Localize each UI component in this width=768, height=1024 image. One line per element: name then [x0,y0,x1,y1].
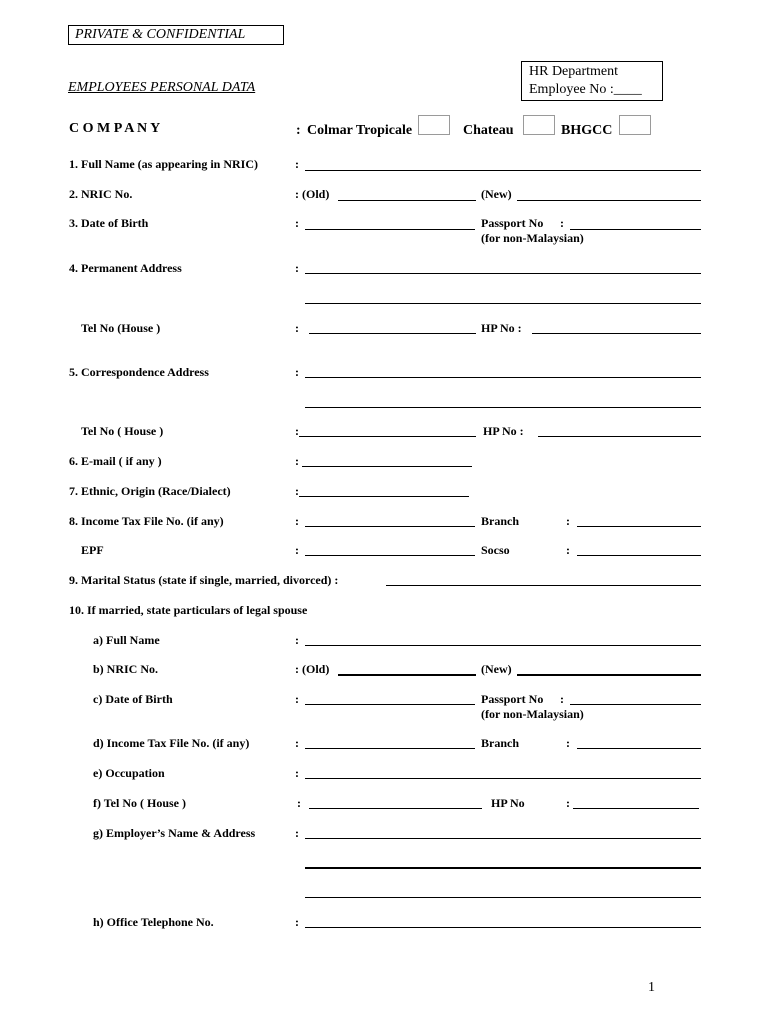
dob-label: 3. Date of Birth [69,216,149,230]
spouse-office-tel-label: h) Office Telephone No. [93,915,214,929]
marital-status-field[interactable] [386,585,701,586]
correspondence-address-label: 5. Correspondence Address [69,365,209,379]
spouse-nric-new-field[interactable] [517,674,701,676]
socso-colon: : [566,543,570,557]
ethnic-colon: : [295,484,299,498]
spouse-dob-colon: : [295,692,299,706]
employee-no-label: Employee No :____ [529,82,642,97]
spouse-branch-label: Branch [481,736,520,750]
spouse-employer-line-1[interactable] [305,838,701,839]
nric-label: 2. NRIC No. [69,187,133,201]
spouse-tel-house-label: f) Tel No ( House ) [93,796,186,810]
spouse-income-tax-label: d) Income Tax File No. (if any) [93,736,250,750]
hr-department-label: HR Department [529,64,619,79]
spouse-employer-colon: : [295,826,299,840]
nric-old-label: : (Old) [295,187,330,201]
page-number: 1 [648,980,655,995]
branch-field[interactable] [577,526,701,527]
spouse-hp-colon: : [566,796,570,810]
branch-colon: : [566,514,570,528]
colmar-checkbox[interactable] [418,115,450,135]
tel-house-colon: : [295,321,299,335]
company-option-bhgcc: BHGCC [561,123,613,138]
hp-no-2-label: HP No : [483,424,524,438]
hp-no-2-field[interactable] [538,436,701,437]
passport-colon: : [560,216,564,230]
tel-house-field[interactable] [309,333,476,334]
email-field[interactable] [302,466,472,467]
spouse-dob-label: c) Date of Birth [93,692,173,706]
company-colon: : [296,123,301,138]
spouse-nric-label: b) NRIC No. [93,662,159,676]
spouse-nric-new-label: (New) [481,662,512,676]
permanent-address-line-2[interactable] [305,303,701,304]
epf-label: EPF [81,543,104,557]
spouse-occupation-colon: : [295,766,299,780]
full-name-label: 1. Full Name (as appearing in NRIC) [69,157,259,171]
permanent-address-line-1[interactable] [305,273,701,274]
spouse-tel-house-field[interactable] [309,808,482,809]
epf-colon: : [295,543,299,557]
spouse-branch-field[interactable] [577,748,701,749]
tel-house-2-colon: : [295,424,299,438]
permanent-address-label: 4. Permanent Address [69,261,182,275]
company-option-chateau: Chateau [463,123,514,138]
spouse-income-tax-field[interactable] [305,748,475,749]
correspondence-address-colon: : [295,365,299,379]
nric-old-field[interactable] [338,200,476,201]
spouse-dob-field[interactable] [305,704,475,705]
spouse-employer-label: g) Employer’s Name & Address [93,826,256,840]
spouse-passport-label: Passport No [481,692,544,706]
spouse-income-tax-colon: : [295,736,299,750]
tel-house-2-field[interactable] [299,436,476,437]
full-name-colon: : [295,157,299,171]
spouse-tel-house-colon: : [297,796,301,810]
spouse-employer-line-3[interactable] [305,897,701,898]
socso-label: Socso [481,543,510,557]
spouse-office-tel-field[interactable] [305,927,701,928]
spouse-hp-label: HP No [491,796,525,810]
dob-colon: : [295,216,299,230]
spouse-passport-field[interactable] [570,704,701,705]
spouse-employer-line-2[interactable] [305,867,701,869]
hr-department-box [521,61,663,101]
dob-field[interactable] [305,229,475,230]
spouse-office-tel-colon: : [295,915,299,929]
nric-new-field[interactable] [517,200,701,201]
spouse-occupation-field[interactable] [305,778,701,779]
ethnic-label: 7. Ethnic, Origin (Race/Dialect) [69,484,231,498]
hp-no-field[interactable] [532,333,701,334]
hp-no-label: HP No : [481,321,522,335]
spouse-section-label: 10. If married, state particulars of legal spouse [69,603,308,617]
income-tax-colon: : [295,514,299,528]
socso-field[interactable] [577,555,701,556]
passport-label: Passport No [481,216,544,230]
nric-new-label: (New) [481,187,512,201]
email-colon: : [295,454,299,468]
spouse-branch-colon: : [566,736,570,750]
company-label: C O M P A N Y [69,121,161,136]
branch-label: Branch [481,514,520,528]
spouse-nric-old-label: : (Old) [295,662,330,676]
permanent-address-colon: : [295,261,299,275]
tel-house-label: Tel No (House ) [81,321,161,335]
epf-field[interactable] [305,555,475,556]
email-label: 6. E-mail ( if any ) [69,454,162,468]
passport-note: (for non-Malaysian) [481,231,584,245]
spouse-passport-colon: : [560,692,564,706]
marital-status-label: 9. Marital Status (state if single, married, divorced) : [69,573,339,587]
correspondence-address-line-2[interactable] [305,407,701,408]
spouse-full-name-field[interactable] [305,645,701,646]
confidential-label: PRIVATE & CONFIDENTIAL [68,25,284,45]
spouse-passport-note: (for non-Malaysian) [481,707,584,721]
ethnic-field[interactable] [299,496,469,497]
income-tax-label: 8. Income Tax File No. (if any) [69,514,224,528]
company-option-colmar: Colmar Tropicale [307,123,413,138]
tel-house-2-label: Tel No ( House ) [81,424,164,438]
spouse-hp-field[interactable] [573,808,699,809]
income-tax-field[interactable] [305,526,475,527]
spouse-nric-old-field[interactable] [338,674,476,676]
full-name-field[interactable] [305,170,701,171]
passport-field[interactable] [570,229,701,230]
correspondence-address-line-1[interactable] [305,377,701,378]
spouse-occupation-label: e) Occupation [93,766,165,780]
spouse-full-name-colon: : [295,633,299,647]
page-title: EMPLOYEES PERSONAL DATA [68,80,256,95]
bhgcc-checkbox[interactable] [619,115,651,135]
chateau-checkbox[interactable] [523,115,555,135]
spouse-full-name-label: a) Full Name [93,633,160,647]
